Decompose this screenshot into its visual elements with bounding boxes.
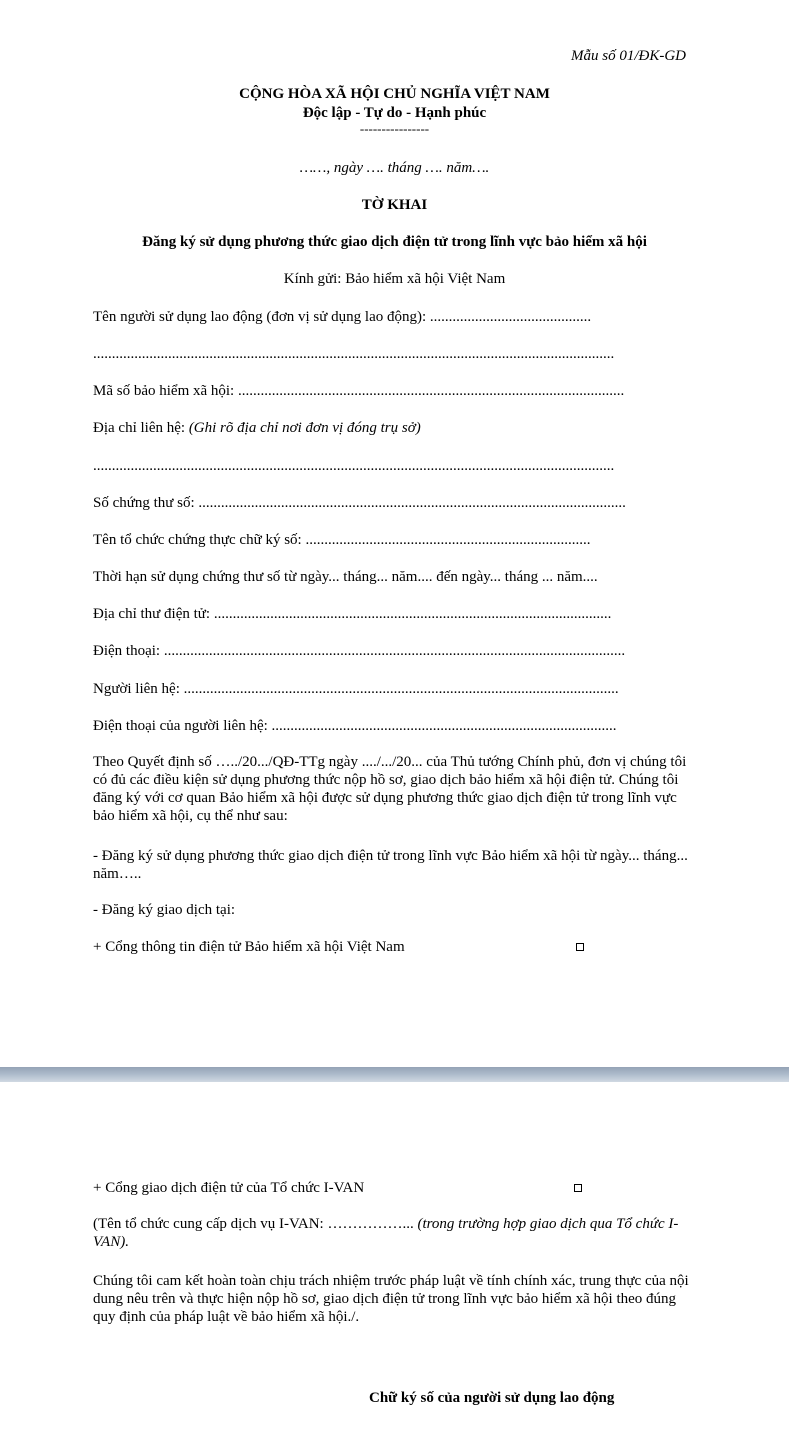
register-date-paragraph: - Đăng ký sử dụng phương thức giao dịch điện tử trong lĩnh vực Bảo hiểm xã hội từ ngày... tháng... năm….. [93, 848, 688, 882]
register-at-line: - Đăng ký giao dịch tại: [93, 902, 236, 918]
ivan-name-text: (Tên tổ chức cung cấp dịch vụ I-VAN: ……………... [93, 1216, 418, 1232]
address-continuation: ........................................................................................................................................... [93, 458, 615, 474]
address-label: Địa chỉ liên hệ: [93, 420, 189, 436]
document-title: TỜ KHAI [361, 197, 428, 213]
option-ivan-checkbox[interactable] [574, 1184, 582, 1192]
document-subtitle: Đăng ký sử dụng phương thức giao dịch điện tử trong lĩnh vực bảo hiểm xã hội [142, 234, 647, 250]
commitment-paragraph: Chúng tôi cam kết hoàn toàn chịu trách nhiệm trước pháp luật về tính chính xác, trung thực của nội dung nêu trên và thực hiện nộp hồ sơ, giao dịch điện tử trong lĩnh vực bảo hiểm xã hội theo đúng quy định của pháp luật về bảo hiểm xã hội./. [93, 1273, 689, 1325]
country-name: CỘNG HÒA XÃ HỘI CHỦ NGHĨA VIỆT NAM [239, 86, 550, 102]
email-field: Địa chỉ thư điện tử: .......................................................................................................... [93, 606, 612, 622]
contact-person-field: Người liên hệ: .................................................................................................................... [93, 681, 619, 697]
employer-name-continuation: ........................................................................................................................................... [93, 346, 615, 362]
date-line: ……, ngày …. tháng …. năm…. [299, 160, 490, 176]
ivan-hint-text: (trong trường hợp giao dịch qua Tổ chức I-VAN). [93, 1216, 679, 1250]
address-hint: (Ghi rõ địa chỉ nơi đơn vị đóng trụ sở) [188, 420, 421, 436]
address-field [93, 419, 421, 437]
contact-phone-field: Điện thoại của người liên hệ: ............................................................................................ [93, 718, 617, 734]
certificate-number-field: Số chứng thư số: .................................................................................................................. [93, 495, 626, 511]
motto-underline: ---------------- [359, 121, 430, 136]
recipient-line: Kính gửi: Bảo hiểm xã hội Việt Nam [283, 271, 506, 287]
national-motto: Độc lập - Tự do - Hạnh phúc [302, 105, 487, 121]
phone-field: Điện thoại: ........................................................................................................................... [93, 643, 626, 659]
form-number: Mẫu số 01/ĐK-GD [571, 48, 686, 64]
document-page-2 [0, 1082, 789, 1434]
ivan-name-paragraph [93, 1215, 695, 1251]
employer-name-field: Tên người sử dụng lao động (đơn vị sử dụng lao động): ........................................... [93, 309, 592, 325]
option-ivan-label: + Cổng giao dịch điện tử của Tổ chức I-VAN [93, 1180, 365, 1196]
certificate-validity-field: Thời hạn sử dụng chứng thư số từ ngày... tháng... năm.... đến ngày... tháng ... năm.... [93, 569, 598, 585]
page-break-gap [0, 1067, 789, 1082]
option-portal-label: + Cổng thông tin điện tử Bảo hiểm xã hội Việt Nam [93, 939, 405, 955]
option-portal-checkbox[interactable] [576, 943, 584, 951]
social-insurance-code-field: Mã số bảo hiểm xã hội: ....................................................................................................... [93, 383, 625, 399]
ca-organization-field: Tên tổ chức chứng thực chữ ký số: ............................................................................ [93, 532, 591, 548]
signature-label: Chữ ký số của người sử dụng lao động [369, 1390, 615, 1406]
decision-paragraph: Theo Quyết định số …../20.../QĐ-TTg ngày ..../.../20... của Thủ tướng Chính phủ, đơn vị chúng tôi có đủ các điều kiện sử dụng phương thức nộp hồ sơ, giao dịch bảo hiểm xã hội điện tử. Chúng tôi đăng ký với cơ quan Bảo hiểm xã hội được sử dụng phương thức giao dịch điện tử trong lĩnh vực bảo hiểm xã hội, cụ thể như sau: [93, 754, 687, 824]
